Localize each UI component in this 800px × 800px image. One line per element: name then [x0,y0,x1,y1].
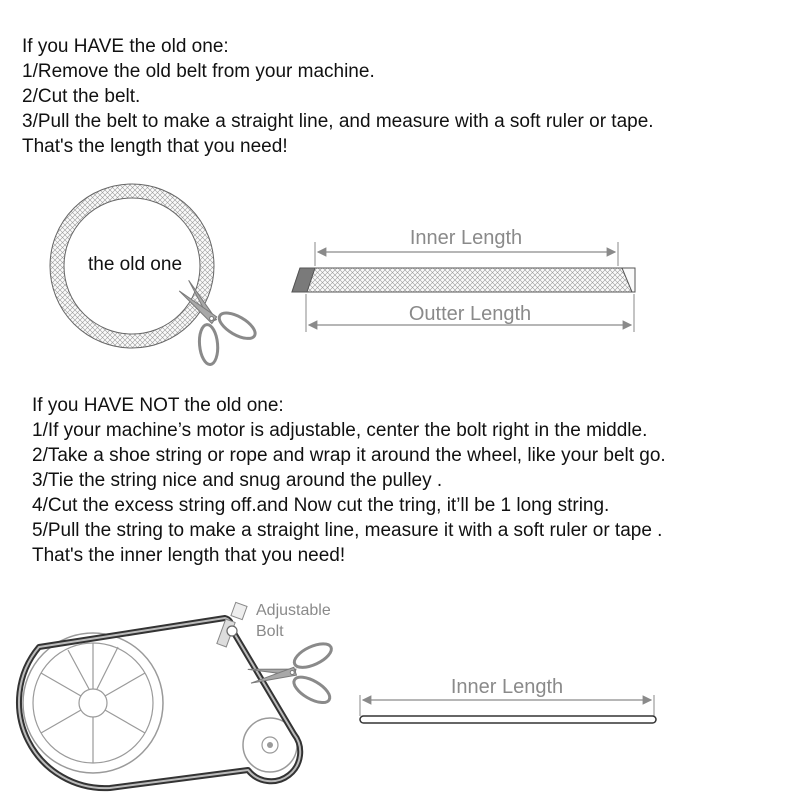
adjustable-bolt-label: Bolt [256,623,284,640]
straight-string [360,716,656,723]
instructions-have-heading: If you HAVE the old one: [22,36,229,57]
straightened-belt [292,268,635,292]
step-text: 4/Cut the excess string off.and Now cut the tring, it’ll be 1 long string. [32,495,610,516]
step-text: 2/Take a shoe string or rope and wrap it around the wheel, like your belt go. [32,445,666,466]
inner-length-dimension [360,695,654,716]
machine-belt [19,618,300,788]
step-conclusion: That's the length that you need! [22,136,288,157]
step-text: 1/If your machine’s motor is adjustable, center the bolt right in the middle. [32,420,648,441]
step-text: 3/Pull the belt to make a straight line, and measure with a soft ruler or tape. [22,111,654,132]
step-text: 3/Tie the string nice and snug around the pulley . [32,470,443,491]
step-conclusion: That's the inner length that you need! [32,545,346,566]
belt-label: the old one [87,254,183,275]
step-text: 1/Remove the old belt from your machine. [22,61,375,82]
step-text: 5/Pull the string to make a straight line, measure it with a soft ruler or tape . [32,520,663,541]
adjustable-bolt-label: Adjustable [256,602,331,619]
machine-wheel [23,633,163,773]
inner-length-label: Inner Length [409,227,523,249]
adjustable-bolt [217,602,247,647]
instructions-have-not-heading: If you HAVE NOT the old one: [32,395,284,416]
step-text: 2/Cut the belt. [22,86,141,107]
inner-length-label: Inner Length [450,676,564,698]
outer-length-label: Outter Length [408,303,532,325]
